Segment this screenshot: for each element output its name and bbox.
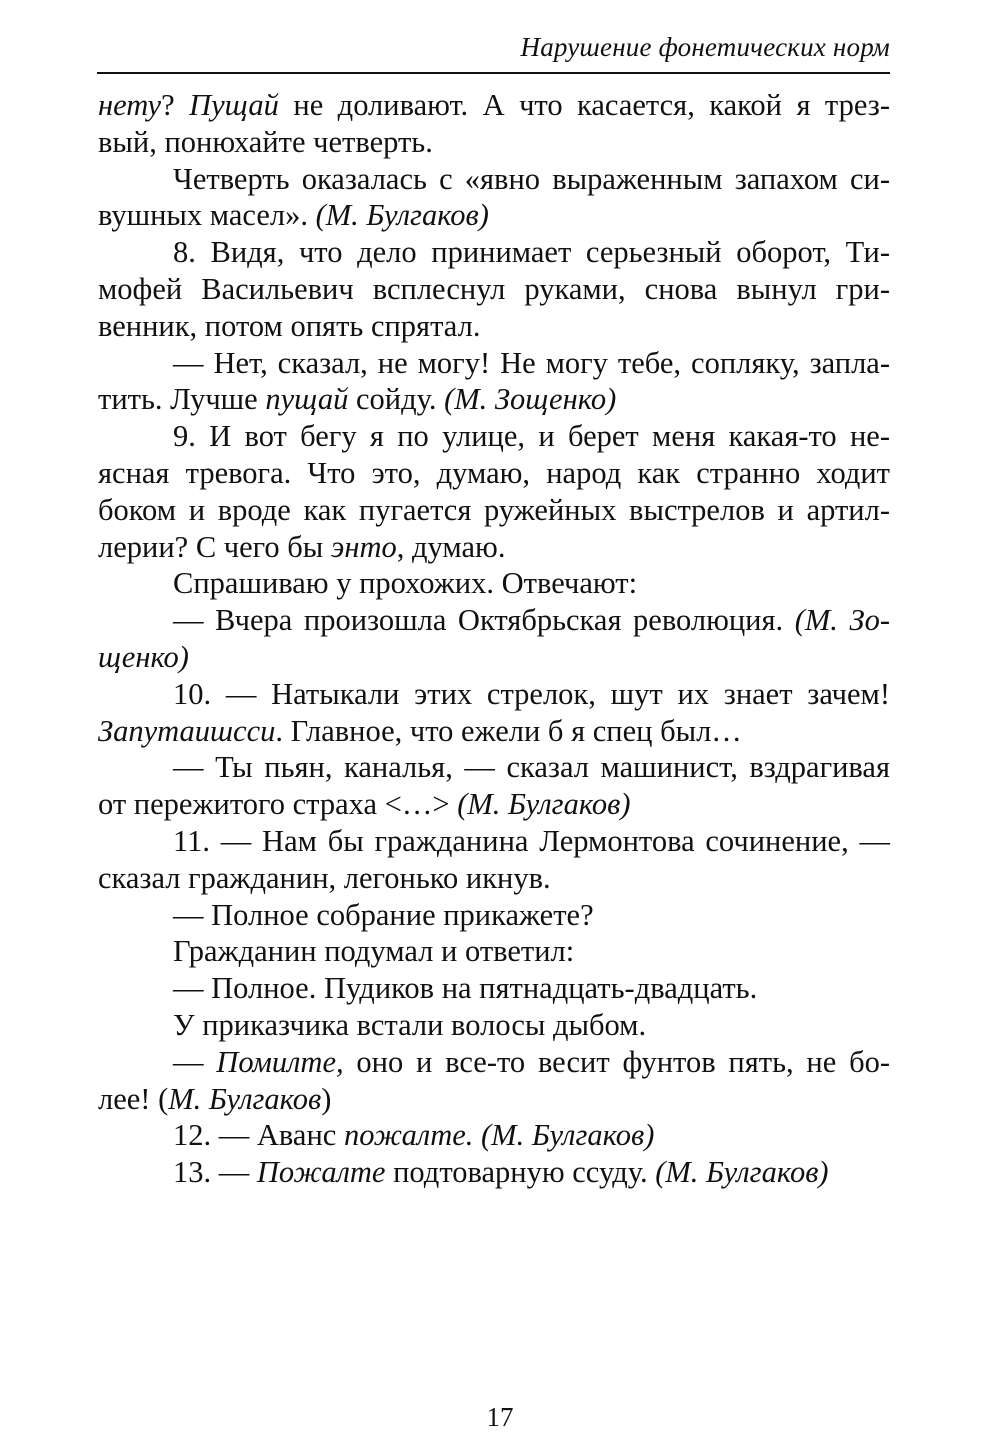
text-line: ясная тревога. Что это, думаю, народ как странно ходит: [98, 455, 890, 490]
text-line: 9. И вот бегу я по улице, и берет меня какая-то не-: [173, 419, 890, 454]
example-9: [98, 418, 890, 565]
text-line: мофей Васильевич всплеснул руками, снова вынул гри-: [98, 271, 890, 306]
citation: М. Булгаков: [168, 1081, 322, 1116]
citation: (М. Булгаков): [457, 787, 631, 822]
text-line: У приказчика встали волосы дыбом.: [173, 1007, 647, 1042]
paragraph: [98, 345, 890, 419]
example-13: [98, 1154, 890, 1191]
text-line: Запутаишсси. Главное, что ежели б я спец был…: [98, 713, 742, 748]
paragraph: [98, 1044, 890, 1118]
example-12: [98, 1117, 890, 1154]
text-line: 11. — Нам бы гражданина Лермонтова сочинение, —: [173, 823, 890, 858]
paragraph-continuation: [98, 87, 890, 161]
text-line: — Нет, сказал, не могу! Не могу тебе, сопляку, запла-: [173, 345, 890, 380]
header-rule: [97, 72, 890, 74]
paragraph: [98, 565, 890, 602]
text-line: — Ты пьян, каналья, — сказал машинист, вздрагивая: [173, 750, 890, 785]
paragraph: [98, 897, 890, 934]
text-line: — Помилте, оно и все-то весит фунтов пять, не бо-: [173, 1044, 890, 1079]
text-line: — Полное собрание прикажете?: [173, 897, 594, 932]
citation: (М. Булгаков): [655, 1155, 829, 1190]
text-line: Спрашиваю у прохожих. Отвечают:: [173, 566, 638, 601]
paragraph: [98, 161, 890, 235]
example-10: [98, 676, 890, 750]
text-line: нету? Пущай не доливают. А что касается, какой я трез-: [98, 88, 890, 122]
paragraph: [98, 602, 890, 676]
text-line: от пережитого страха <…> (М. Булгаков): [98, 787, 631, 822]
example-11: [98, 823, 890, 897]
text-line: [98, 639, 890, 676]
text-line: — Вчера произошла Октябрьская революция. (М. Зо-: [173, 603, 890, 638]
paragraph: [98, 970, 890, 1007]
text-line: 13. — Пожалте подтоварную ссуду. (М. Булгаков): [173, 1155, 829, 1190]
text-line: венник, потом опять спрятал.: [98, 308, 481, 343]
text-line: вушных масел». (М. Булгаков): [98, 198, 489, 233]
citation: щенко): [98, 639, 189, 674]
text-line: лерии? С чего бы энто, думаю.: [98, 529, 506, 564]
text-line: Четверть оказалась с «явно выраженным запахом си-: [173, 161, 890, 196]
text-line: вый, понюхайте четверть.: [98, 124, 433, 159]
example-8: [98, 234, 890, 344]
text-line: 12. — Аванс пожалте. (М. Булгаков): [173, 1118, 655, 1153]
running-head-title: Нарушение фонетических норм: [520, 32, 890, 62]
page-body: [98, 87, 890, 1191]
text-line: — Полное. Пудиков на пятнадцать-двадцать.: [173, 971, 758, 1006]
text-line: 8. Видя, что дело принимает серьезный оборот, Ти-: [173, 235, 890, 270]
text-line: боком и вроде как пугается ружейных выстрелов и артил-: [98, 492, 890, 527]
paragraph: [98, 933, 890, 970]
citation: (М. Зо-: [794, 603, 890, 638]
text-line: лее! (М. Булгаков): [98, 1081, 332, 1116]
text-line: тить. Лучше пущай сойду. (М. Зощенко): [98, 382, 617, 417]
text-line: сказал гражданин, легонько икнув.: [98, 860, 551, 895]
citation: (М. Булгаков): [315, 198, 489, 233]
text-line: 10. — Натыкали этих стрелок, шут их знает зачем!: [173, 676, 890, 711]
citation: (М. Зощенко): [444, 382, 617, 417]
paragraph: [98, 749, 890, 823]
text-line: Гражданин подумал и ответил:: [173, 934, 575, 969]
paragraph: [98, 1007, 890, 1044]
page-number: 17: [486, 1402, 514, 1432]
